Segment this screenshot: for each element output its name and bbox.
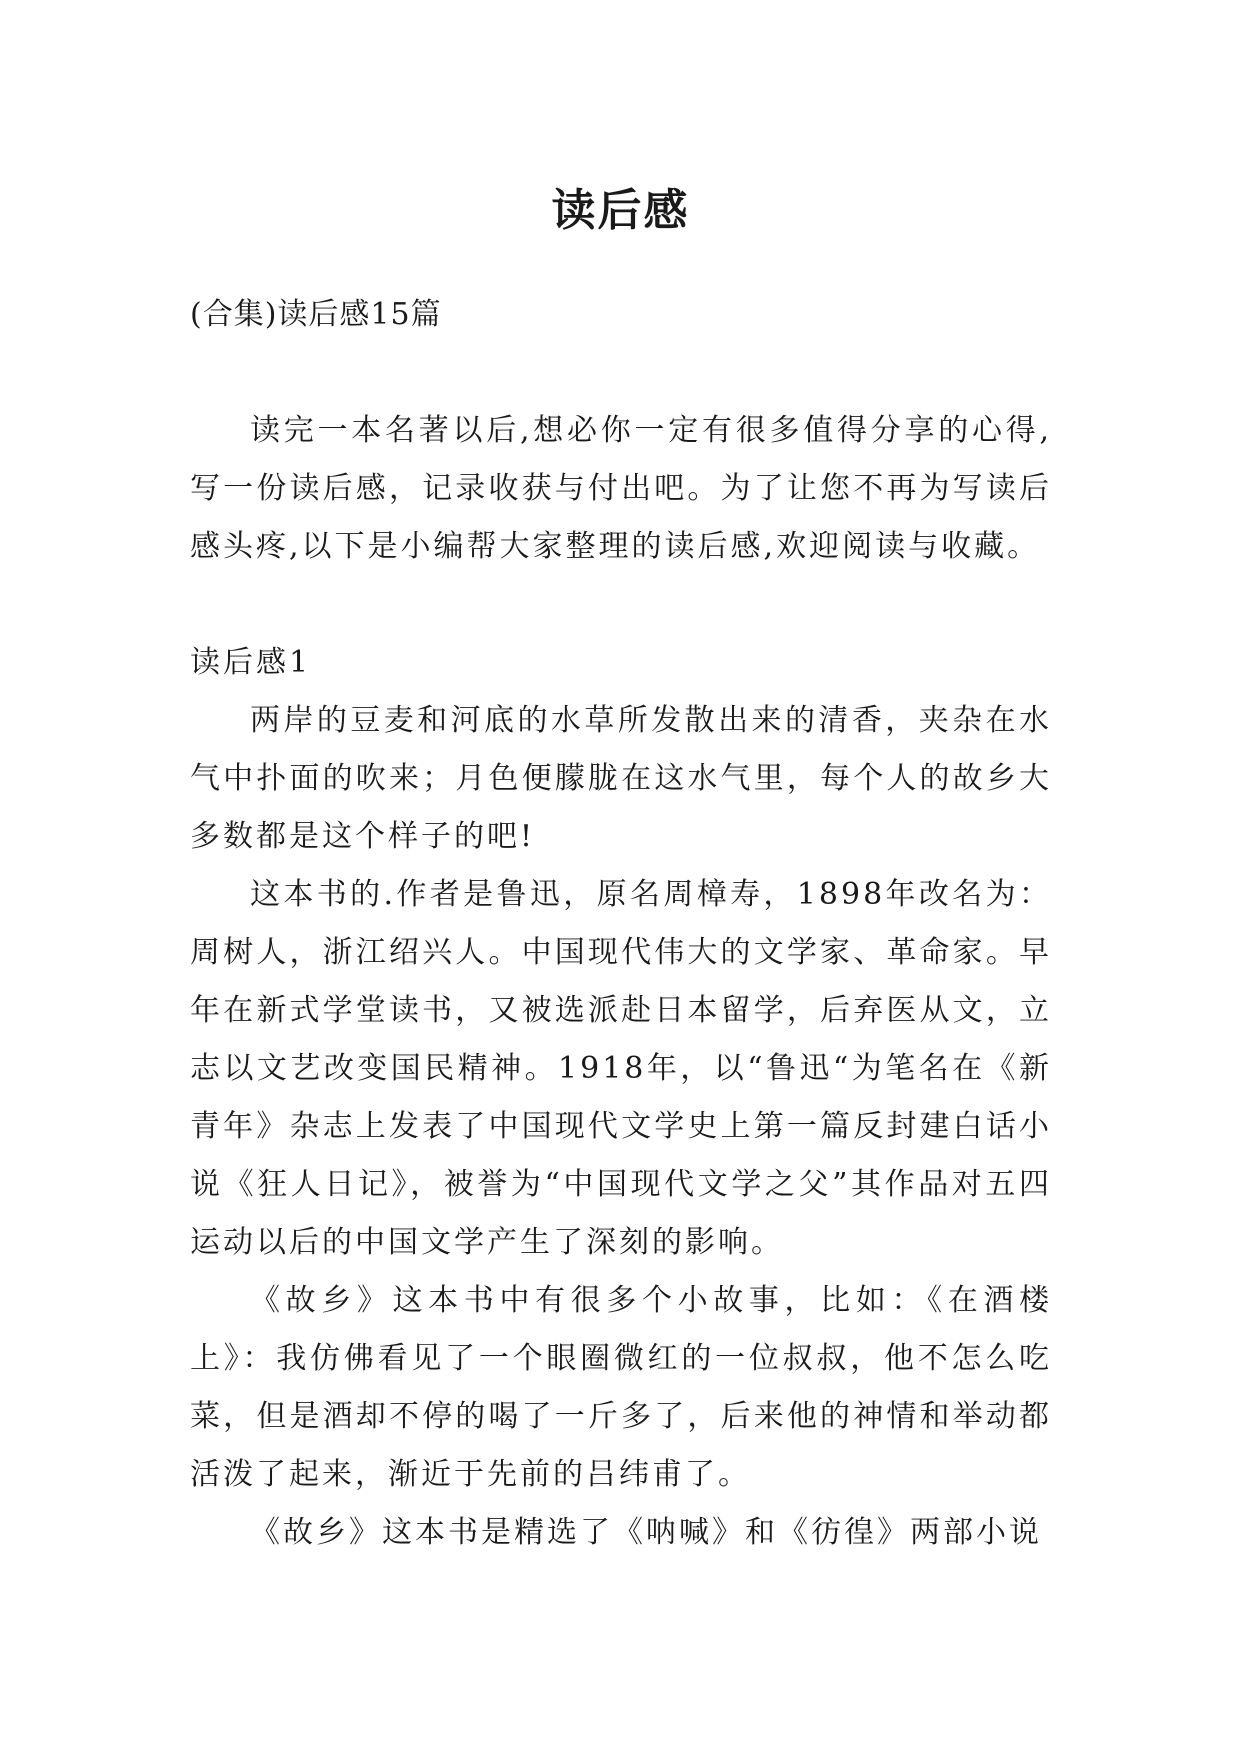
document-title: 读后感 — [551, 185, 690, 237]
intro-paragraph: 读完一本名著以后,想必你一定有很多值得分享的心得,写一份读后感，记录收获与付出吧。为了让您不再为写读后感头疼,以下是小编帮大家整理的读后感,欢迎阅读与收藏。 — [190, 413, 1052, 564]
body-paragraph-2: 这本书的.作者是鲁迅，原名周樟寿，1898年改名为：周树人，浙江绍兴人。中国现代伟大的文学家、革命家。早年在新式学堂读书，又被选派赴日本留学，后弃医从文，立志以文艺改变国民精神。1918年，以“鲁迅“为笔名在《新青年》杂志上发表了中国现代文学史上第一篇反封建白话小说《狂人日记》，被誉为“中国现代文学之父”其作品对五四运动以后的中国文学产生了深刻的影响。 — [190, 877, 1052, 1260]
section-heading: 读后感1 — [190, 645, 312, 680]
body-paragraph-1: 两岸的豆麦和河底的水草所发散出来的清香，夹杂在水气中扑面的吹来；月色便朦胧在这水气里，每个人的故乡大多数都是这个样子的吧! — [190, 703, 1052, 854]
body-paragraph-3: 《故乡》这本书中有很多个小故事，比如：《在酒楼上》：我仿佛看见了一个眼圈微红的一位叔叔，他不怎么吃菜，但是酒却不停的喝了一斤多了，后来他的神情和举动都活泼了起来，渐近于先前的吕纬甫了。 — [190, 1283, 1052, 1492]
intro-block — [190, 402, 1052, 576]
section-1 — [190, 634, 1052, 1562]
document-subtitle: (合集)读后感15篇 — [190, 297, 442, 332]
body-paragraph-4: 《故乡》这本书是精选了《呐喊》和《彷徨》两部小说 — [250, 1515, 1042, 1550]
